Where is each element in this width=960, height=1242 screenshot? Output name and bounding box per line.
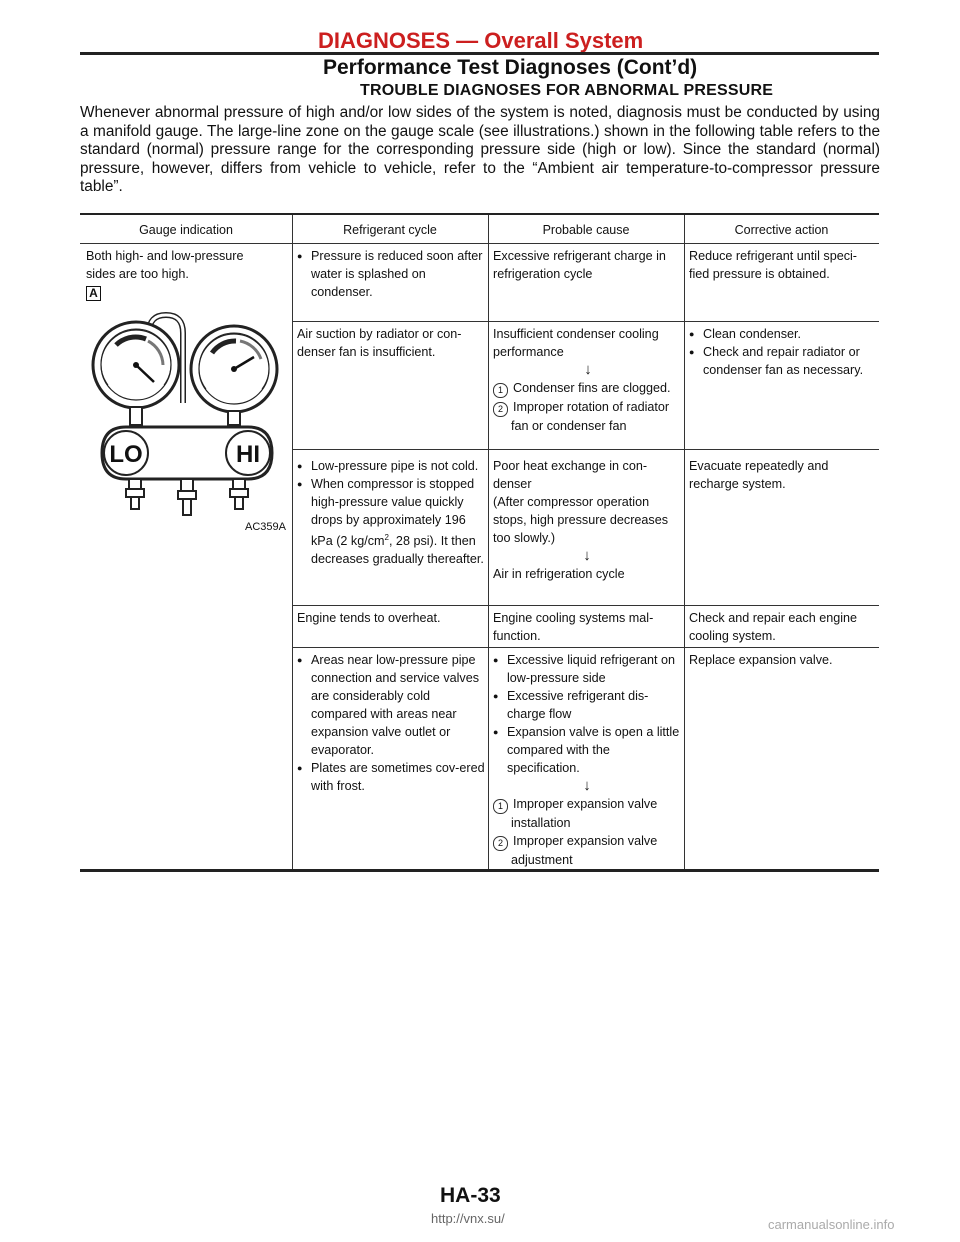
row4-cause: Engine cooling systems mal-function. [493, 611, 654, 643]
row2-cause-item-1 [493, 379, 683, 398]
footer-url[interactable]: http://vnx.su/ [431, 1211, 505, 1226]
manifold-gauge-svg [86, 303, 288, 553]
section-title: DIAGNOSES — Overall System [318, 28, 644, 53]
row3-cause-note: (After compressor operation stops, high pressure decreases too slowly.) [493, 495, 669, 545]
row-divider [292, 647, 879, 648]
row2-action-bullet-1: ● Clean condenser. [689, 325, 875, 343]
figure-marker-a: A [86, 286, 101, 301]
row2-cause-arrow: ↓ [584, 361, 592, 378]
item-number-1: 1 [493, 799, 508, 814]
diagnosis-table [80, 213, 879, 872]
row2-cycle: Air suction by radiator or con-denser fan is insufficient. [297, 327, 462, 359]
header-rule [80, 52, 879, 55]
row1-cycle [297, 247, 485, 301]
column-separator [684, 215, 685, 869]
row2-cause [493, 325, 683, 435]
row5-cause-item-2-text: Improper expansion valve adjustment [511, 834, 658, 867]
gauge-indication-text-1: Both high- and low-pressure [86, 249, 244, 263]
row5-cause-arrow: ↓ [583, 777, 591, 794]
hi-pressure-gauge [191, 326, 277, 412]
row2-action-bullet-2: ● Check and repair radiator or condenser fan as necessary. [689, 343, 875, 379]
gauge-indication-cell [86, 247, 286, 302]
row5-cause-bullet-2: ● Excessive refrigerant dis-charge flow [493, 687, 681, 723]
row3-cycle-bullet-2 [297, 475, 487, 568]
header-gauge-indication: Gauge indication [139, 223, 233, 237]
page-code: HA-33 [440, 1184, 501, 1207]
hi-gauge-stem [228, 411, 240, 425]
row5-cycle-bullet-2: ● Plates are sometimes cov-ered with frost. [297, 759, 485, 795]
header-rule-line [80, 243, 879, 244]
row-divider [292, 605, 879, 606]
column-separator [292, 215, 293, 869]
row5-cause-bullet-3: ● Expansion valve is open a little compared with the specification. [493, 723, 681, 777]
row5-cause-bullet-1: ● Excessive liquid refrigerant on low-pressure side [493, 651, 681, 687]
row3-cause-arrow: ↓ [583, 547, 591, 564]
row3-cause [493, 457, 681, 583]
header-probable-cause: Probable cause [542, 223, 630, 237]
row-divider [292, 321, 879, 322]
row3-action: Evacuate repeatedly and recharge system. [689, 459, 829, 491]
row3-cycle-text-a: When compressor is stopped high-pressure value quickly drops by approximately 196 kPa (2 kg/cm [311, 477, 475, 549]
row4-cycle: Engine tends to overheat. [297, 611, 441, 625]
row-divider [292, 449, 879, 450]
item-number-1: 1 [493, 383, 508, 398]
item-number-2: 2 [493, 402, 508, 417]
lo-pressure-gauge [93, 322, 179, 408]
row3-cycle-superscript: 2 [384, 533, 389, 542]
figure-id: AC359A [245, 521, 286, 533]
header-corrective-action: Corrective action [734, 223, 829, 237]
manifold-gauge-illustration [86, 303, 288, 553]
item-number-2: 2 [493, 836, 508, 851]
hi-label: HI [236, 441, 260, 468]
row1-cause: Excessive refrigerant charge in refrigeration cycle [493, 249, 666, 281]
intro-paragraph: Whenever abnormal pressure of high and/or low sides of the system is noted, diagnosis must be conducted by using a manifold gauge. The large-line zone on the gauge scale (see illustrations.) shown in the following table refers to the standard (normal) pressure range for the corresponding pressure side (high or low). Since the standard (normal) pressure, however, differs from vehicle to vehicle, refer to the “Ambient air temperature-to-compressor pressure table”. [80, 104, 880, 196]
row3-cycle [297, 457, 487, 568]
sub-title: TROUBLE DIAGNOSES FOR ABNORMAL PRESSURE [360, 82, 774, 99]
row5-cause-item-2 [493, 832, 681, 869]
header-refrigerant-cycle: Refrigerant cycle [343, 223, 437, 237]
row2-cause-item-2-text: Improper rotation of radiator fan or condenser fan [511, 400, 670, 433]
row3-cause-main: Poor heat exchange in con-denser [493, 459, 648, 491]
row3-cycle-bullet-1: ● Low-pressure pipe is not cold. [297, 457, 487, 475]
row3-cycle-text-b: , 28 psi). It then decreases gradually thereafter. [311, 534, 484, 567]
row5-cause [493, 651, 681, 869]
row5-cycle [297, 651, 485, 795]
row2-action [689, 325, 875, 379]
watermark: carmanualsonline.info [768, 1217, 895, 1232]
row3-cause-after: Air in refrigeration cycle [493, 567, 625, 581]
row2-cause-item-2 [493, 398, 683, 435]
row1-action: Reduce refrigerant until speci-fied pressure is obtained. [689, 249, 857, 281]
row1-cycle-bullet: ● Pressure is reduced soon after water is splashed on condenser. [297, 247, 485, 301]
row5-action: Replace expansion valve. [689, 653, 833, 667]
lo-gauge-stem [130, 407, 142, 425]
gauge-indication-text-2: sides are too high. [86, 267, 189, 281]
row2-cause-item-1-text: Condenser fins are clogged. [513, 381, 671, 395]
manifold-fittings [126, 479, 248, 515]
lo-label: LO [109, 441, 143, 468]
page-title: Performance Test Diagnoses (Cont’d) [323, 56, 698, 79]
row5-cause-item-1-text: Improper expansion valve installation [511, 797, 658, 830]
row5-cause-item-1 [493, 795, 681, 832]
row4-action: Check and repair each engine cooling system. [689, 611, 858, 643]
row5-cycle-bullet-1: ● Areas near low-pressure pipe connection and service valves are considerably cold compared with areas near expansion valve outlet or evaporator. [297, 651, 485, 759]
row2-cause-main: Insufficient condenser cooling performance [493, 327, 659, 359]
column-separator [488, 215, 489, 869]
